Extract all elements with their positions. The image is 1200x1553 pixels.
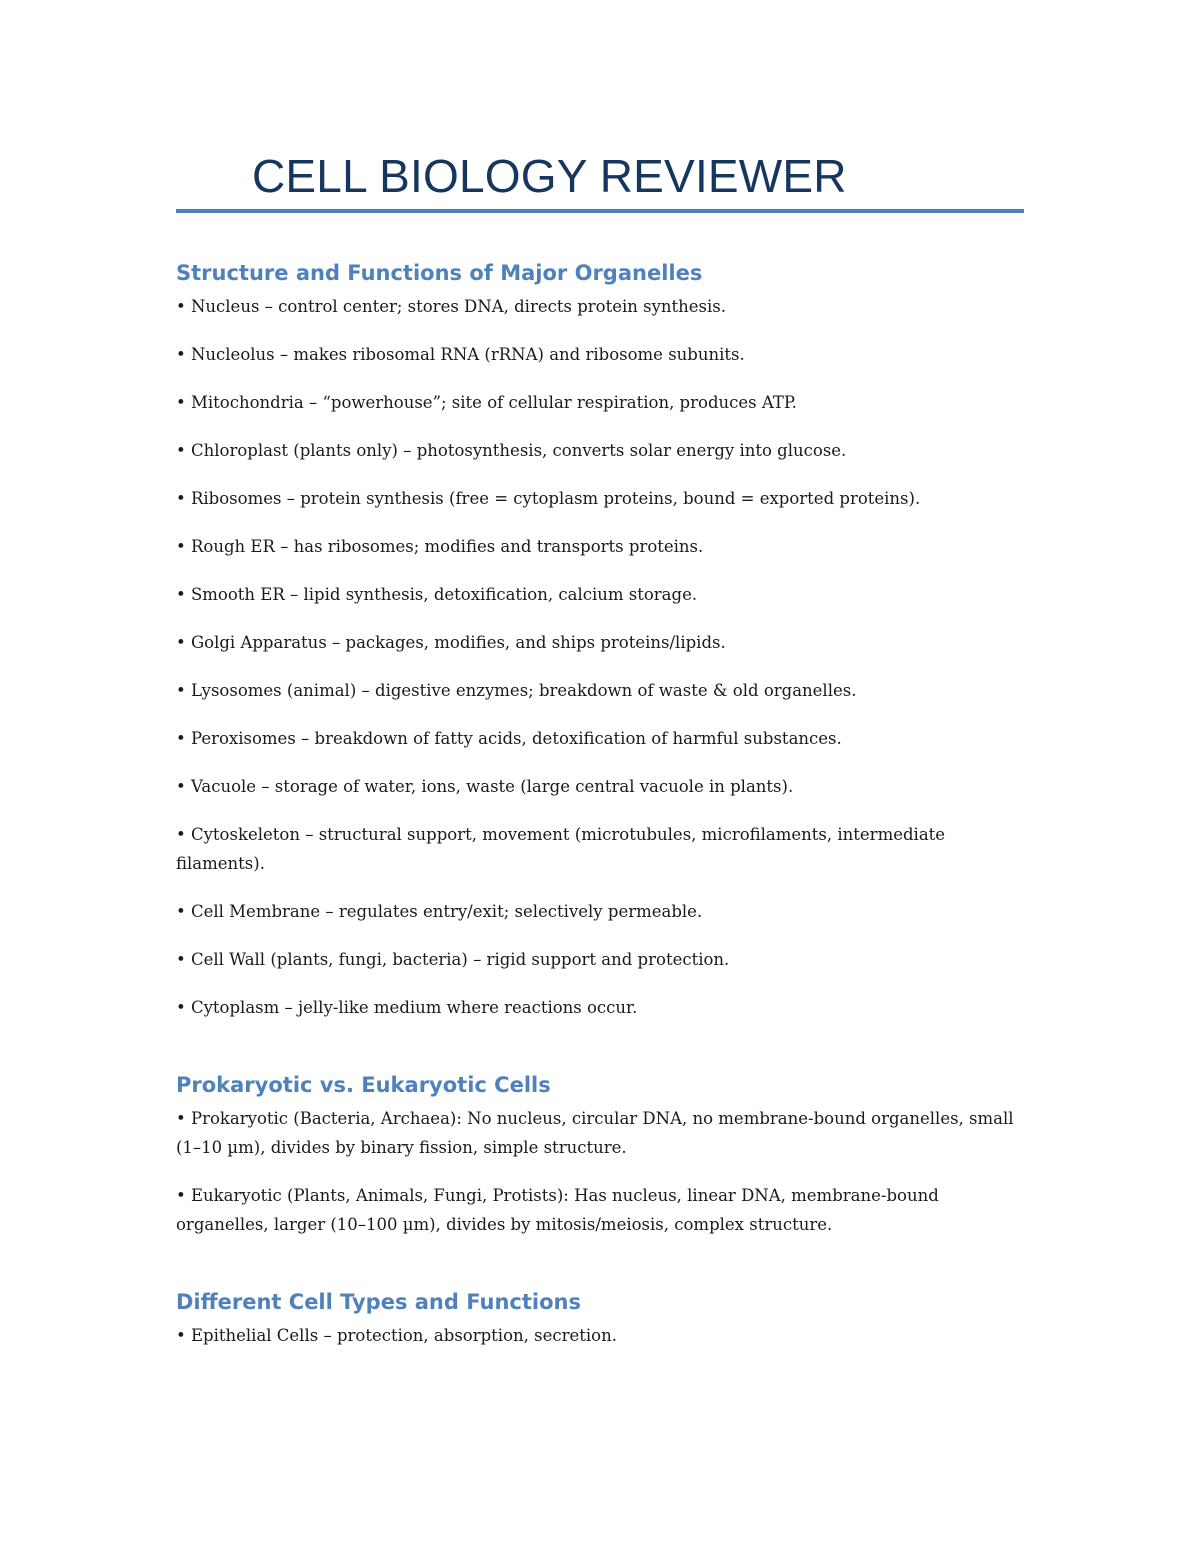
section-organelles (176, 258, 1026, 1022)
list-item: • Ribosomes – protein synthesis (free = cytoplasm proteins, bound = exported proteins). (176, 489, 921, 508)
section-prokaryotic-vs-eukaryotic (176, 1070, 1026, 1239)
list-item: • Rough ER – has ribosomes; modifies and transports proteins. (176, 537, 704, 556)
section-heading: Structure and Functions of Major Organelles (176, 261, 703, 285)
list-item: • Vacuole – storage of water, ions, waste (large central vacuole in plants). (176, 777, 794, 796)
title-underline (176, 209, 1024, 213)
section-heading: Prokaryotic vs. Eukaryotic Cells (176, 1073, 551, 1097)
list-item: • Cytoskeleton – structural support, movement (microtubules, microfilaments, intermediate filaments). (176, 825, 946, 873)
list-item: • Mitochondria – “powerhouse”; site of cellular respiration, produces ATP. (176, 393, 797, 412)
list-item: • Cytoplasm – jelly-like medium where reactions occur. (176, 998, 638, 1017)
list-item: • Golgi Apparatus – packages, modifies, and ships proteins/lipids. (176, 633, 726, 652)
document-body (176, 258, 1026, 1350)
section-cell-types (176, 1287, 1026, 1350)
section-heading: Different Cell Types and Functions (176, 1290, 581, 1314)
list-item: • Smooth ER – lipid synthesis, detoxification, calcium storage. (176, 585, 698, 604)
list-item: • Peroxisomes – breakdown of fatty acids, detoxification of harmful substances. (176, 729, 842, 748)
list-item: • Epithelial Cells – protection, absorption, secretion. (176, 1326, 617, 1345)
list-item: • Eukaryotic (Plants, Animals, Fungi, Protists): Has nucleus, linear DNA, membrane-bound organelles, larger (10–100 µm), divides by mitosis/meiosis, complex structure. (176, 1186, 939, 1234)
list-item: • Chloroplast (plants only) – photosynthesis, converts solar energy into glucose. (176, 441, 847, 460)
list-item: • Cell Wall (plants, fungi, bacteria) – rigid support and protection. (176, 950, 730, 969)
document-title: CELL BIOLOGY REVIEWER (252, 150, 847, 202)
list-item: • Lysosomes (animal) – digestive enzymes; breakdown of waste & old organelles. (176, 681, 857, 700)
list-item: • Nucleolus – makes ribosomal RNA (rRNA) and ribosome subunits. (176, 345, 745, 364)
list-item: • Cell Membrane – regulates entry/exit; selectively permeable. (176, 902, 703, 921)
list-item: • Nucleus – control center; stores DNA, directs protein synthesis. (176, 297, 727, 316)
list-item: • Prokaryotic (Bacteria, Archaea): No nucleus, circular DNA, no membrane-bound organelles, small (1–10 µm), divides by binary fission, simple structure. (176, 1109, 1014, 1157)
